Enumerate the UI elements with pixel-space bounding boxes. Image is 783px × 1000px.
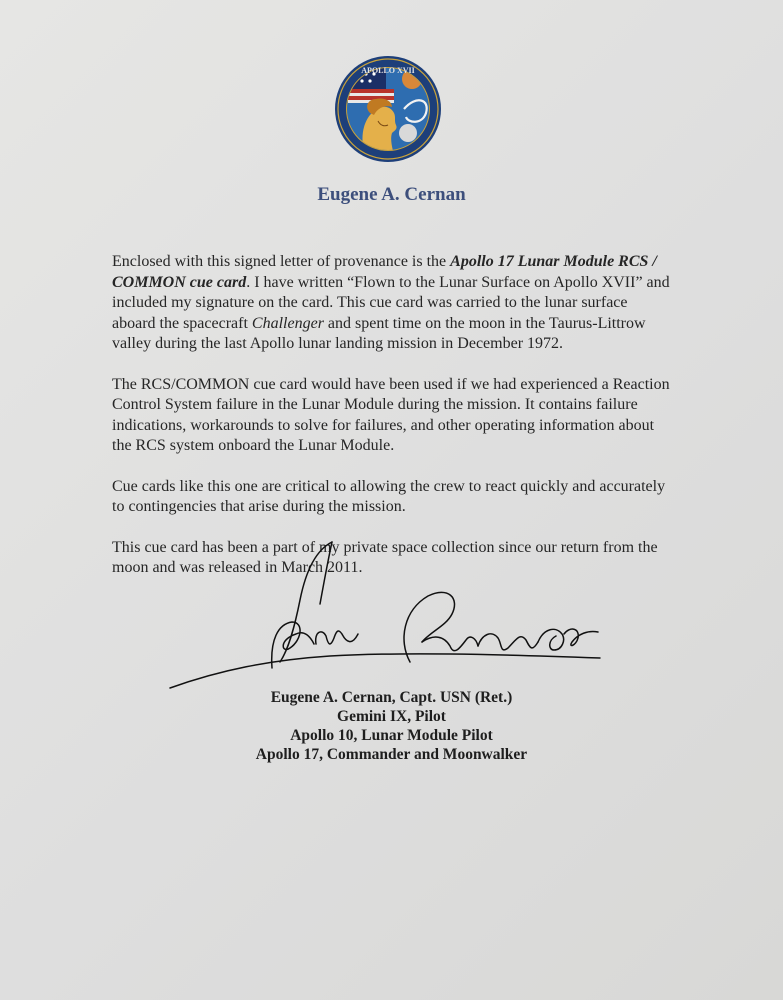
paragraph-4: This cue card has been a part of my private space collection since our return from the moon and was released in March 2011. — [112, 538, 658, 576]
signatory-credit-apollo-10: Apollo 10, Lunar Module Pilot — [290, 727, 493, 744]
paragraph-1-text-c: and spent time on the moon in the Taurus-Littrow valley during the last Apollo lunar landing mission in December 1972. — [112, 314, 646, 352]
spacecraft-name: Challenger — [251, 314, 324, 332]
handwritten-signature — [160, 530, 620, 705]
signatory-credit-gemini: Gemini IX, Pilot — [337, 708, 446, 725]
paragraph-1-text-b: . I have written “Flown to the Lunar Surface on Apollo XVII” and included my signature on the card. This cue card was carried to the lunar surface aboard the spacecraft — [112, 273, 670, 332]
apollo-xvii-mission-patch-icon — [334, 55, 442, 163]
paragraph-3: Cue cards like this one are critical to allowing the crew to react quickly and accurately to contingencies that arise during the mission. — [112, 477, 666, 515]
author-name: Eugene A. Cernan — [317, 184, 466, 205]
paragraph-2: The RCS/COMMON cue card would have been used if we had experienced a Reaction Control System failure in the Lunar Module during the mission. It contains failure indications, workarounds to solve for failures, and other operating information about the RCS system onboard the Lunar Module. — [112, 375, 670, 454]
svg-text:APOLLO XVII: APOLLO XVII — [361, 66, 415, 75]
signatory-credit-apollo-17: Apollo 17, Commander and Moonwalker — [255, 746, 528, 763]
paragraph-1-text-a: Enclosed with this signed letter of provenance is the — [112, 253, 451, 270]
signature-block — [0, 688, 783, 764]
paragraph-1 — [112, 252, 672, 355]
cue-card-title: Apollo 17 Lunar Module RCS / COMMON cue card — [112, 253, 657, 291]
signatory-name-rank: Eugene A. Cernan, Capt. USN (Ret.) — [270, 689, 513, 706]
